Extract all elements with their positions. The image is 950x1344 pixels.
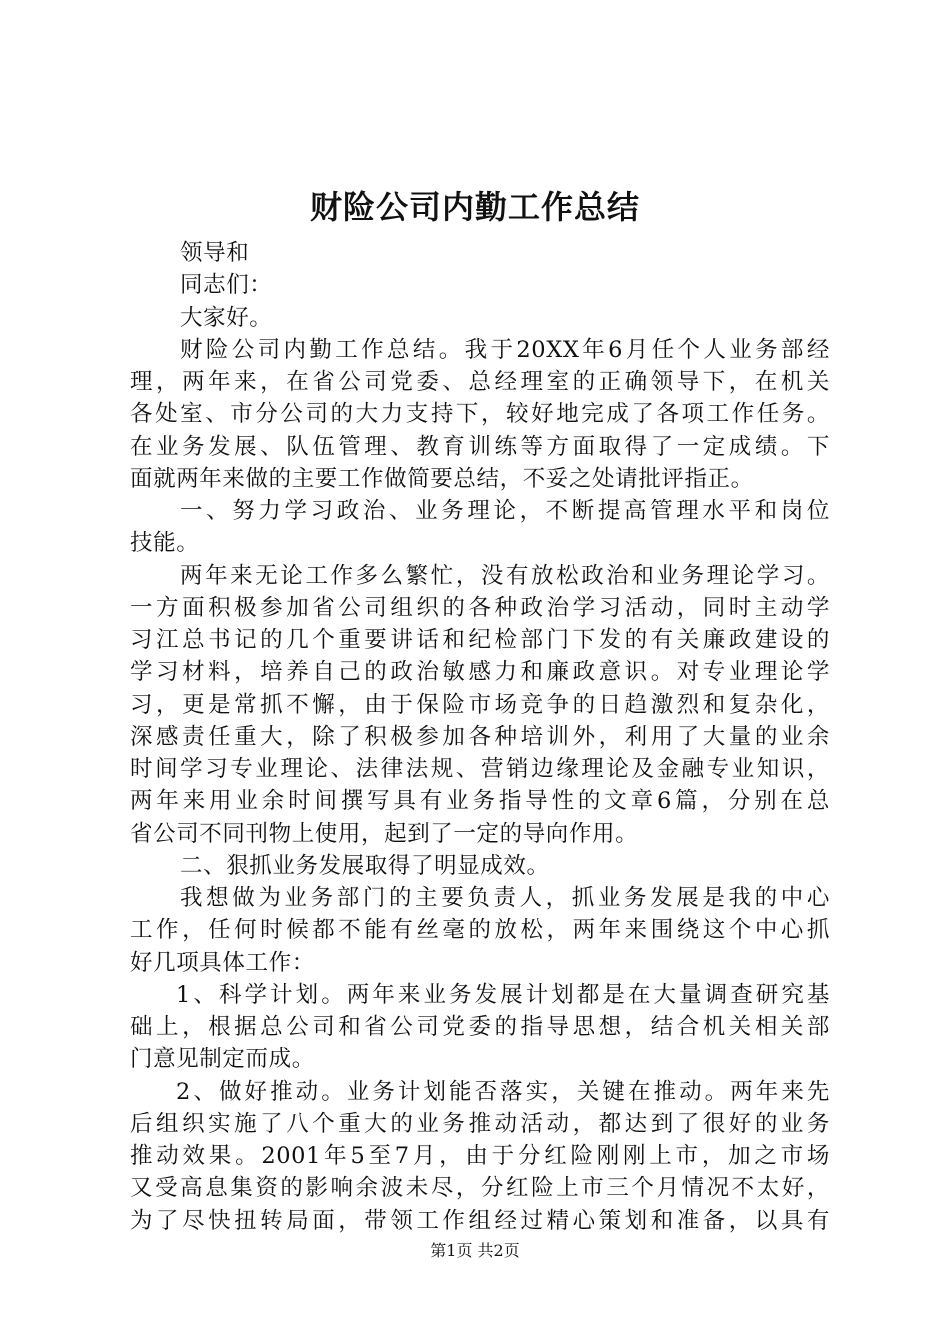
text-line: 门意见制定而成。 (130, 1046, 315, 1073)
text-line: 两年来无论工作多么繁忙，没有放松政治和业务理论学习。 (180, 562, 830, 589)
text-line: 推动效果。2001年5至7月，由于分红险刚刚上市，加之市场 (130, 1143, 830, 1169)
text-line: 学习材料，培养自己的政治敏感力和廉政意识。对专业理论学 (130, 659, 830, 686)
text-line: 深感责任重大，除了积极参加各种培训外，利用了大量的业余 (130, 723, 830, 750)
text-line: 二、狠抓业务发展取得了明显成效。 (180, 852, 550, 879)
text-line: 一方面积极参加省公司组织的各种政治学习活动，同时主动学 (130, 594, 830, 621)
text-line: 两年来用业余时间撰写具有业务指导性的文章6篇，分别在总 (130, 788, 830, 815)
document-body (130, 237, 830, 1237)
text-line: 后组织实施了八个重大的业务推动活动，都达到了很好的业务 (130, 1110, 830, 1137)
text-line: 同志们： (180, 272, 273, 299)
page-footer: 第1页 共2页 (430, 1241, 520, 1260)
text-line: 时间学习专业理论、法律法规、营销边缘理论及金融专业知识， (130, 756, 830, 782)
text-line: 财险公司内勤工作总结。我于20XX年6月任个人业务部经 (180, 336, 830, 363)
text-line: 各处室、市分公司的大力支持下，较好地完成了各项工作任务。 (130, 401, 830, 428)
text-line: 大家好。 (180, 304, 273, 331)
text-line: 面就两年来做的主要工作做简要总结，不妥之处请批评指正。 (130, 465, 754, 492)
text-line: 理，两年来，在省公司党委、总经理室的正确领导下，在机关 (130, 369, 830, 395)
text-line: 在业务发展、队伍管理、教育训练等方面取得了一定成绩。下 (130, 433, 830, 460)
text-line: 我想做为业务部门的主要负责人，抓业务发展是我的中心 (180, 885, 830, 911)
text-line: 为了尽快扭转局面，带领工作组经过精心策划和准备，以具有 (130, 1207, 830, 1234)
text-line: 1、科学计划。两年来业务发展计划都是在大量调查研究基 (176, 981, 830, 1008)
text-line: 习，更是常抓不懈，由于保险市场竞争的日趋激烈和复杂化， (130, 691, 830, 718)
text-line: 2、做好推动。业务计划能否落实，关键在推动。两年来先 (176, 1078, 830, 1105)
text-line: 础上，根据总公司和省公司党委的指导思想，结合机关相关部 (130, 1014, 830, 1040)
text-line: 一、努力学习政治、业务理论，不断提高管理水平和岗位 (180, 498, 830, 524)
text-line: 好几项具体工作： (130, 949, 315, 976)
text-line: 技能。 (130, 530, 200, 557)
document-title: 财险公司内勤工作总结 (309, 188, 640, 226)
text-line: 又受高息集资的影响余波未尽，分红险上市三个月情况不太好， (130, 1175, 830, 1202)
text-line: 习江总书记的几个重要讲话和纪检部门下发的有关廉政建设的 (130, 627, 830, 653)
text-line: 省公司不同刊物上使用，起到了一定的导向作用。 (130, 820, 639, 847)
text-line: 领导和 (180, 240, 250, 266)
text-line: 工作，任何时候都不能有丝毫的放松，两年来围绕这个中心抓 (130, 917, 830, 944)
